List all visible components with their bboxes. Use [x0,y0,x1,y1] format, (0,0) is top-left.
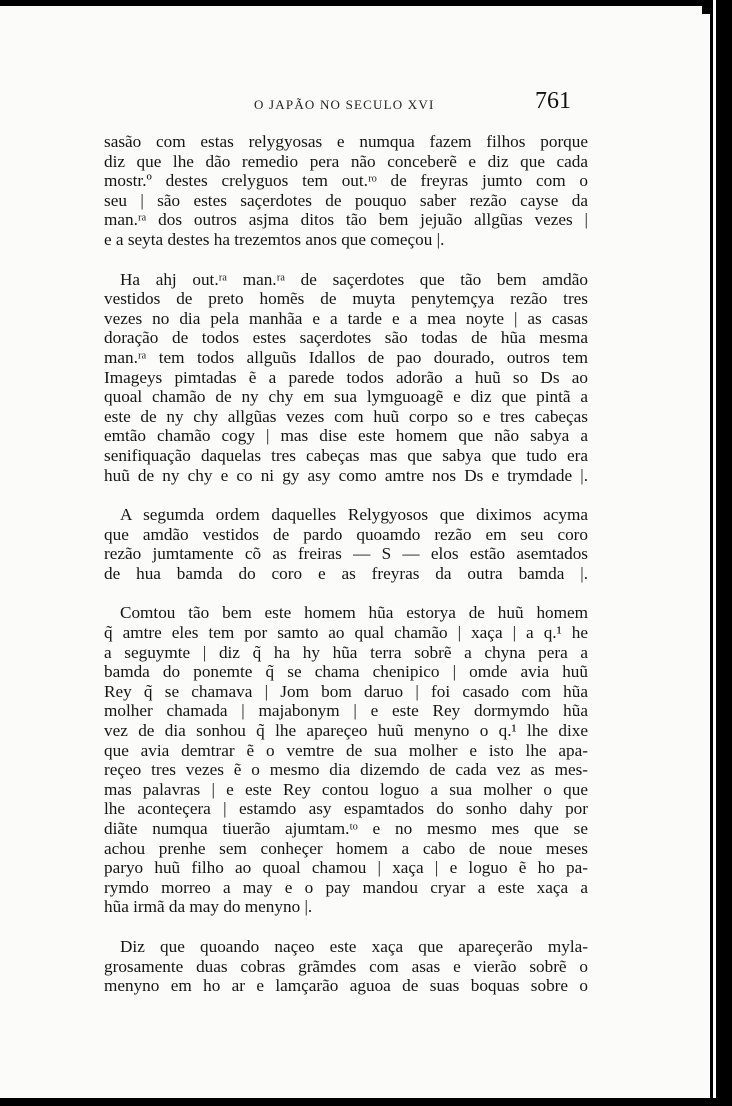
paragraph [104,132,588,250]
text-line: man.ʳᵃ tem todos allguũs Idallos de pao dourado, outros tem [104,347,588,367]
text-line: huũ de ny chy e co ni gy asy como amtre nos Ds e trymdade |. [104,465,588,485]
text-line: grosamente duas cobras grãmdes com asas e vierão sobrẽ o [104,956,588,976]
text-line: diãte numqua tiuerão ajumtam.ᵗᵒ e no mesmo mes que se [104,819,588,838]
running-head: O JAPÃO NO SECULO XVI [254,97,435,112]
body-text [104,132,588,996]
text-line: a seguymte | diz q̃ ha hy hũa terra sobrẽ a chyna pera a [104,642,588,662]
page-number: 761 [535,88,571,114]
text-line: molher chamada | majabonym | e este Rey dormymdo hũa [104,701,588,721]
paragraph [104,270,588,486]
text-line: mostr.º destes crelyguos tem out.ʳᵒ de freyras jumto com o [104,171,588,191]
text-line: man.ʳᵃ dos outros asjma ditos tão bem jejuão allgũas vezes | [104,210,588,230]
scan-corner-mark [702,6,710,14]
text-line: sasão com estas relygyosas e numqua fazem filhos porque [104,132,588,151]
text-line: diz que lhe dão remedio pera não conceberẽ e diz que cada [104,151,588,171]
paragraph [104,603,588,917]
text-line: paryo huũ filho ao quoal chamou | xaça | e loguo ẽ ho pa- [104,858,588,878]
text-line: menyno em ho ar e lamçarão aguoa de suas boquas sobre o [104,976,588,996]
text-line: que avia demtrar ẽ o vemtre de sua molher e isto lhe apa- [104,740,588,760]
text-line: Diz que quoando naçeo este xaça que apareçerão myla- [120,936,588,956]
text-line: hũa irmã da may do menyno |. [104,897,313,917]
text-line: mas palavras | e este Rey contou loguo a sua molher o que [104,779,588,799]
text-line: reçeo tres vezes ẽ o mesmo dia dizemdo de cada vez as mes- [104,760,588,780]
scan-border-bottom [0,1098,732,1106]
text-line: quoal chamão de ny chy em sua lymguoagẽ e diz que pintã a [104,387,588,407]
text-line: e a seyta destes ha trezemtos anos que começou |. [104,229,445,249]
text-line: A segumda ordem daquelles Relygyosos que diximos acyma [120,505,588,525]
text-line: vestidos de preto homẽs de muyta penytemçya rezão tres [104,289,588,309]
text-line: vez de dia sonhou q̃ lhe apareçeo huũ menyno o q.¹ lhe dixe [104,721,588,741]
text-line: de hua bamda do coro e as freyras da outra bamda |. [104,563,588,583]
text-line: senifiquação daquelas tres cabeças mas que sabya que tudo era [104,445,588,465]
text-line: rezão jumtamente cõ as freiras — S — elos estão asemtados [104,544,588,564]
text-line: doração de todos estes saçerdotes são todas de hũa mesma [104,328,588,348]
text-line: Imageys pimtadas ẽ a parede todos adorão a huũ so Ds ao [104,367,588,387]
text-line: lhe aconteçera | estamdo asy espamtados do sonho dahy por [104,799,588,819]
paragraph [104,505,588,583]
text-line: emtão chamão cogy | mas dise este homem que não sabya a [104,426,588,446]
text-line: achou prenhe sem conheçer homem a cabo de noue meses [104,838,588,858]
text-line: vezes no dia pela manhãa e a tarde e a mea noyte | as casas [104,308,588,328]
text-line: q̃ amtre eles tem por samto ao qual chamão | xaça | a q.¹ he [104,623,588,643]
scan-border-right [716,0,732,1106]
paragraph [104,937,588,996]
text-line: Ha ahj out.ʳᵃ man.ʳᵃ de saçerdotes que tão bem amdão [120,269,588,289]
text-line: este de ny chy allgũas vezes com huũ corpo so e tres cabeças [104,406,588,426]
text-line: Comtou tão bem este homem hũa estorya de huũ homem [120,603,588,623]
text-line: seu | são estes saçerdotes de pouquo saber rezão cayse da [104,190,588,210]
scan-border-top [0,0,732,6]
text-line: que amdão vestidos de pardo quoamdo rezão em seu coro [104,524,588,544]
text-line: bamda do ponemte q̃ se chama chenipico | omde avia huũ [104,662,588,682]
text-line: rymdo morreo a may e o pay mandou cryar a este xaça a [104,877,588,897]
text-line: Rey q̃ se chamava | Jom bom daruo | foi casado com hũa [104,681,588,701]
